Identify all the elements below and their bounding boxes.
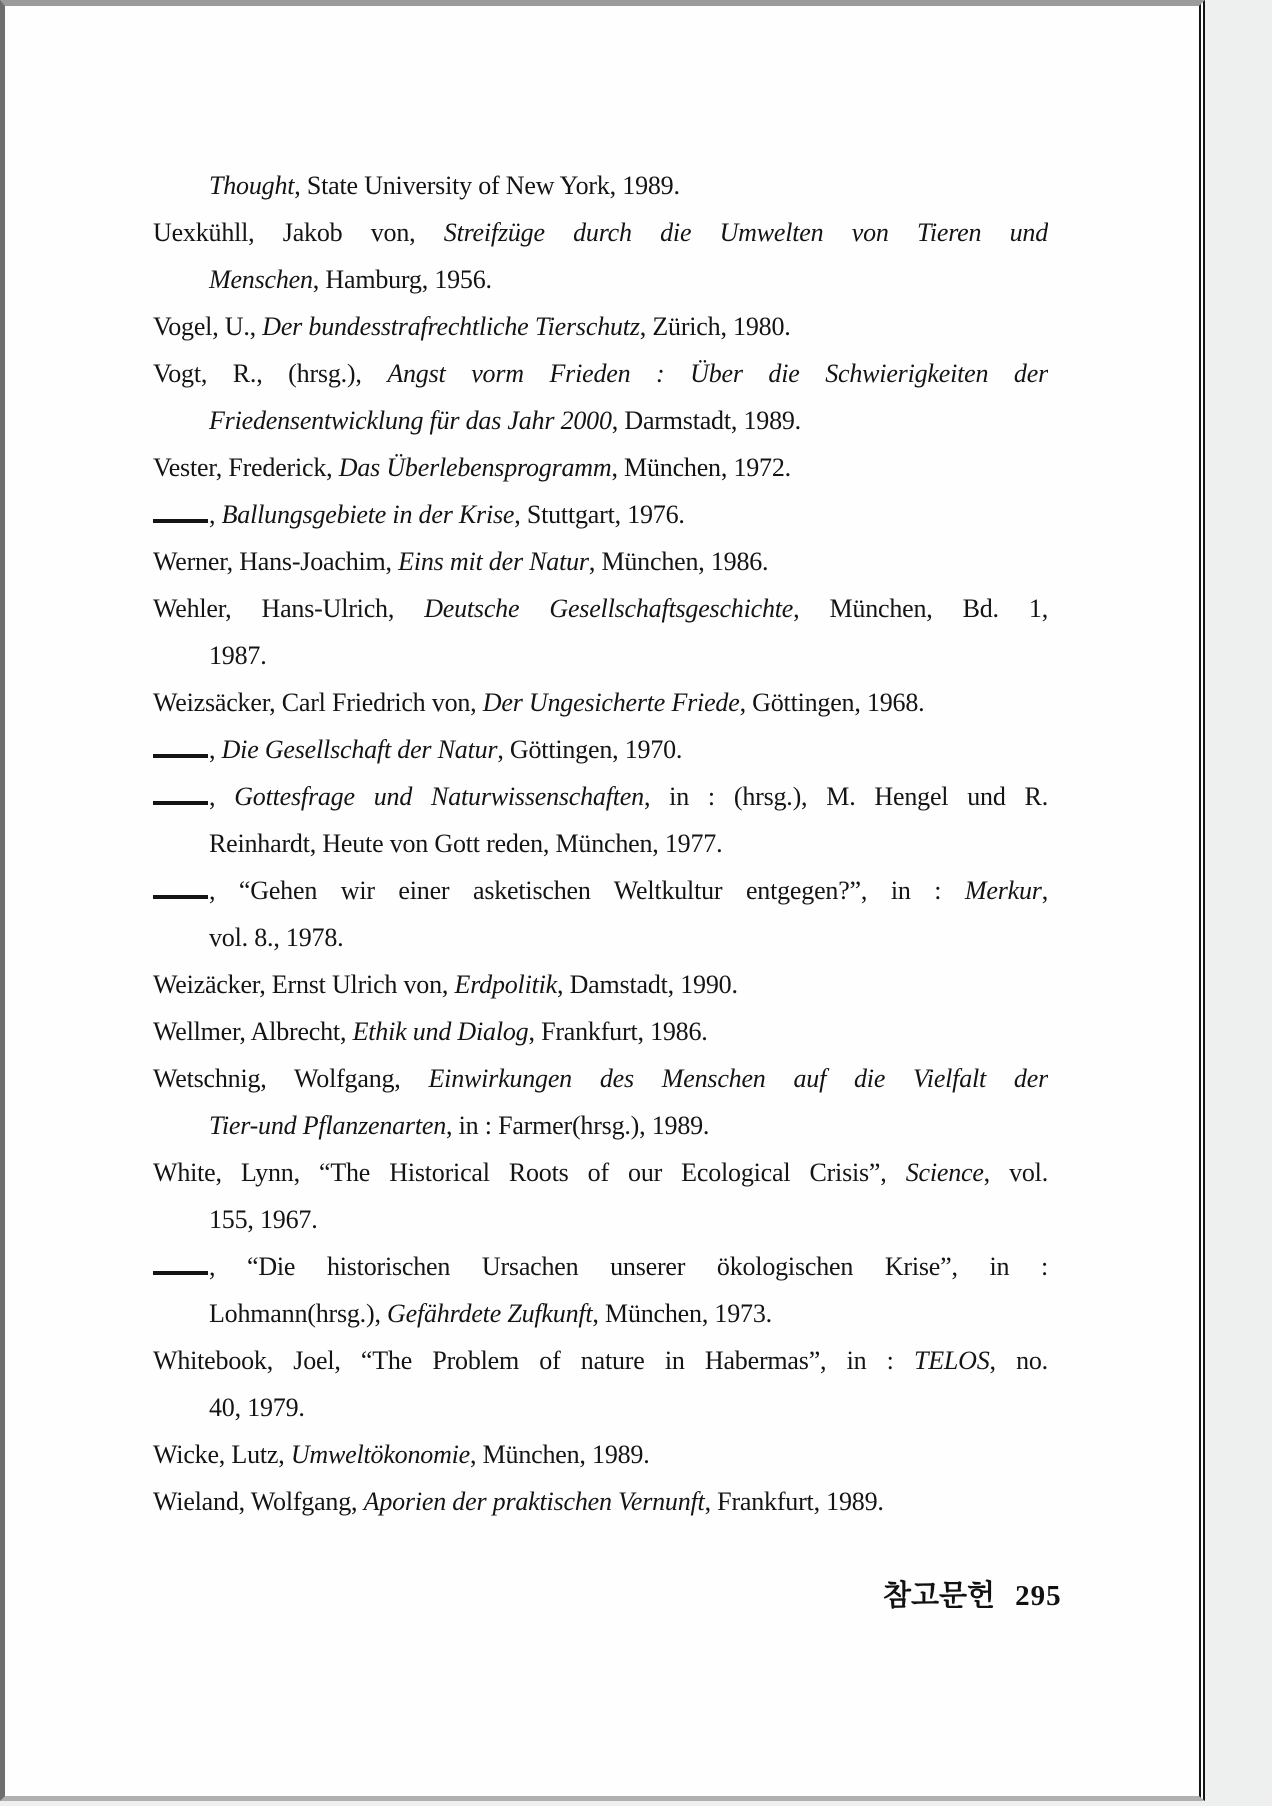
bib-line: [153, 1008, 1048, 1055]
text-segment: Ballungsgebiete in der Krise: [221, 500, 515, 529]
text-segment: ,: [209, 782, 235, 811]
text-segment: Thought: [209, 171, 295, 200]
bib-line: [153, 1149, 1048, 1196]
bib-line: [153, 256, 1048, 303]
page-footer: [883, 1576, 1062, 1616]
bib-line: [153, 1478, 1048, 1525]
text-segment: , München, Bd. 1,: [793, 594, 1048, 623]
text-segment: , München, 1989.: [470, 1440, 650, 1469]
bib-line: [153, 773, 1048, 820]
footer-section-label: 참고문헌: [883, 1580, 996, 1612]
text-segment: Einwirkungen des Menschen auf die Vielfalt der: [428, 1064, 1048, 1093]
text-segment: Reinhardt, Heute von Gott reden, München, 1977.: [209, 829, 723, 858]
bib-line: [153, 350, 1048, 397]
text-segment: Streifzüge durch die Umwelten von Tieren und: [443, 218, 1048, 247]
bib-line: [153, 397, 1048, 444]
text-segment: , no.: [989, 1346, 1048, 1375]
text-segment: Wicke, Lutz,: [153, 1440, 291, 1469]
text-segment: Das Überlebensprogramm: [338, 453, 612, 482]
bib-line: [153, 961, 1048, 1008]
page-number: 295: [1015, 1580, 1062, 1612]
text-segment: , München, 1986.: [588, 547, 769, 576]
text-segment: Die Gesellschaft der Natur: [221, 735, 498, 764]
bib-line: [153, 820, 1048, 867]
bib-line: [153, 303, 1048, 350]
bib-line: [153, 444, 1048, 491]
bib-line: [153, 726, 1048, 773]
text-segment: 40, 1979.: [209, 1393, 305, 1422]
blank-rule: [153, 519, 208, 523]
text-segment: , Hamburg, 1956.: [312, 265, 492, 294]
text-segment: , Frankfurt, 1986.: [528, 1017, 708, 1046]
bib-line: [153, 538, 1048, 585]
text-segment: , Darmstadt, 1989.: [611, 406, 801, 435]
text-segment: Ethik und Dialog: [352, 1017, 529, 1046]
text-segment: Umweltökonomie: [290, 1440, 471, 1469]
text-segment: Der Ungesicherte Friede: [482, 688, 740, 717]
text-segment: Tier-und Pflanzenarten: [209, 1111, 447, 1140]
text-segment: , Frankfurt, 1989.: [704, 1487, 884, 1516]
bib-line: [153, 491, 1048, 538]
text-segment: , vol.: [983, 1158, 1048, 1187]
bib-line: [153, 1290, 1048, 1337]
blank-rule: [153, 895, 208, 899]
text-segment: , Göttingen, 1970.: [497, 735, 683, 764]
text-segment: Wehler, Hans-Ulrich,: [153, 594, 425, 623]
bib-line: [153, 1431, 1048, 1478]
text-segment: Vogt, R., (hrsg.),: [153, 359, 388, 388]
text-segment: Erdpolitik: [454, 970, 557, 999]
bib-line: [153, 632, 1048, 679]
text-segment: Uexkühll, Jakob von,: [153, 218, 444, 247]
bib-line: [153, 1055, 1048, 1102]
bib-line: [153, 1196, 1048, 1243]
text-segment: , München, 1972.: [611, 453, 791, 482]
text-segment: , München, 1973.: [592, 1299, 772, 1328]
bib-line: [153, 1337, 1048, 1384]
text-segment: , “Die historischen Ursachen unserer ökologischen Krise”, in :: [209, 1252, 1048, 1281]
text-segment: vol. 8., 1978.: [209, 923, 344, 952]
blank-rule: [153, 754, 208, 758]
bib-line: [153, 914, 1048, 961]
text-segment: Gefährdete Zufkunft: [387, 1299, 593, 1328]
text-segment: Whitebook, Joel, “The Problem of nature in Habermas”, in :: [153, 1346, 914, 1375]
text-segment: , Zürich, 1980.: [639, 312, 791, 341]
text-segment: Aporien der praktischen Vernunft: [363, 1487, 705, 1516]
bib-line: [153, 209, 1048, 256]
text-segment: Weizsäcker, Carl Friedrich von,: [153, 688, 483, 717]
blank-rule: [153, 801, 208, 805]
text-segment: Lohmann(hrsg.),: [209, 1299, 388, 1328]
bib-line: [153, 1102, 1048, 1149]
text-segment: , Göttingen, 1968.: [739, 688, 925, 717]
text-segment: Vogel, U.,: [153, 312, 263, 341]
text-segment: ,: [1041, 876, 1048, 905]
text-segment: Weizäcker, Ernst Ulrich von,: [153, 970, 455, 999]
bib-line: [153, 1243, 1048, 1290]
text-segment: Science: [905, 1158, 984, 1187]
bib-line: [153, 585, 1048, 632]
text-segment: ,: [209, 735, 222, 764]
text-segment: Der bundesstrafrechtliche Tierschutz: [262, 312, 640, 341]
text-segment: Wetschnig, Wolfgang,: [153, 1064, 429, 1093]
bibliography: [153, 162, 1048, 1525]
blank-rule: [153, 1271, 208, 1275]
text-segment: 155, 1967.: [209, 1205, 318, 1234]
text-segment: Gottesfrage und Naturwissenschaften: [234, 782, 644, 811]
text-segment: TELOS: [913, 1346, 990, 1375]
text-segment: ,: [209, 500, 222, 529]
text-segment: Werner, Hans-Joachim,: [153, 547, 399, 576]
text-segment: , State University of New York, 1989.: [294, 171, 680, 200]
bib-line: [153, 867, 1048, 914]
text-segment: 1987.: [209, 641, 267, 670]
text-segment: Eins mit der Natur: [398, 547, 589, 576]
text-segment: , Stuttgart, 1976.: [514, 500, 685, 529]
text-segment: Wieland, Wolfgang,: [153, 1487, 364, 1516]
bib-line: [153, 162, 1048, 209]
text-segment: , Damstadt, 1990.: [557, 970, 738, 999]
text-segment: Wellmer, Albrecht,: [153, 1017, 353, 1046]
text-segment: Menschen: [209, 265, 313, 294]
text-segment: , in : (hrsg.), M. Hengel und R.: [643, 782, 1048, 811]
text-segment: Deutsche Gesellschaftsgeschichte: [424, 594, 794, 623]
text-segment: White, Lynn, “The Historical Roots of our Ecological Crisis”,: [153, 1158, 906, 1187]
bib-line: [153, 1384, 1048, 1431]
text-segment: , “Gehen wir einer asketischen Weltkultur entgegen?”, in :: [209, 876, 965, 905]
text-segment: Angst vorm Frieden : Über die Schwierigkeiten der: [387, 359, 1048, 388]
text-segment: Friedensentwicklung für das Jahr 2000: [209, 406, 612, 435]
bib-line: [153, 679, 1048, 726]
text-segment: Merkur: [964, 876, 1042, 905]
text-segment: , in : Farmer(hrsg.), 1989.: [446, 1111, 710, 1140]
text-segment: Vester, Frederick,: [153, 453, 339, 482]
